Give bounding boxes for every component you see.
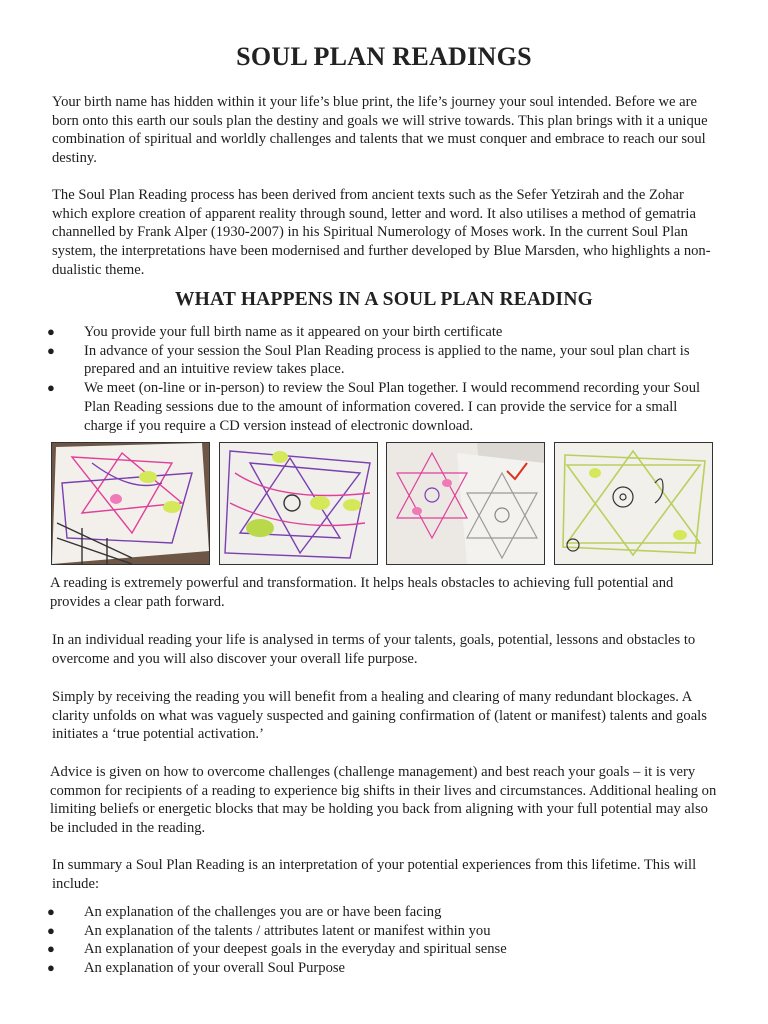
bullet-icon: ●: [47, 324, 55, 339]
intro-paragraph-2: The Soul Plan Reading process has been derived from ancient texts such as the Sefer Yetzirah and the Zohar which explore creation of apparent reality through sound, letter and word. It also utilises a method of gematria channelled by Frank Alper (1930-2007) in his Spiritual Numerology of Moses work. In the current Soul Plan system, the interpretations have been modernised and further developed by Blue Marsden, who highlights a non-dualistic theme.: [52, 187, 711, 278]
list-item: [0, 903, 768, 922]
soul-plan-chart-photo-3: [386, 442, 545, 565]
body-paragraph-5: In summary a Soul Plan Reading is an interpretation of your potential experiences from this lifetime. This will include:: [52, 857, 697, 892]
list-item-text: An explanation of your deepest goals in the everyday and spiritual sense: [84, 941, 507, 958]
list-item: [0, 342, 768, 379]
body-paragraph-2: In an individual reading your life is analysed in terms of your talents, goals, potential, lessons and obstacles to overcome and you will also discover your overall life purpose.: [52, 632, 696, 667]
soul-plan-chart-photo-4: [554, 442, 713, 565]
bullet-icon: ●: [47, 941, 55, 957]
soul-plan-chart-photo-2: [219, 442, 378, 565]
body-paragraph-3: Simply by receiving the reading you will benefit from a healing and clearing of many redundant blockages. A clarity unfolds on what was vaguely suspected and gaining confirmation of (latent or manifest) talents and goals initiates a ‘true potential activation.’: [52, 689, 707, 743]
soul-plan-photo-strip: [51, 442, 713, 565]
bullet-icon: ●: [47, 342, 55, 358]
body-paragraph-1: A reading is extremely powerful and transformation. It helps heals obstacles to achieving full potential and provides a clear path forward.: [50, 575, 674, 610]
process-bullet-list: [0, 323, 768, 435]
list-item: [0, 922, 768, 941]
list-item: [0, 323, 768, 342]
bullet-icon: ●: [47, 960, 55, 976]
bullet-icon: ●: [47, 904, 55, 919]
bullet-icon: ●: [47, 380, 55, 396]
list-item-text: An explanation of the challenges you are or have been facing: [84, 904, 442, 920]
page-title: SOUL PLAN READINGS: [236, 42, 532, 71]
list-item-text: You provide your full birth name as it appeared on your birth certificate: [84, 324, 503, 340]
list-item-text: In advance of your session the Soul Plan Reading process is applied to the name, your soul plan chart is prepared and an intuitive review takes place.: [84, 342, 690, 378]
list-item-text: An explanation of the talents / attributes latent or manifest within you: [84, 922, 491, 939]
summary-bullet-list: [0, 903, 768, 978]
intro-paragraph-1: Your birth name has hidden within it your life’s blue print, the life’s journey your soul intended. Before we are born onto this earth our souls plan the destiny and goals we will strive towards. This plan brings with it a unique combination of spiritual and worldly challenges and talents that we must conquer and embrace to reach our soul destiny.: [52, 94, 708, 167]
list-item-text: We meet (on-line or in-person) to review the Soul Plan together. I would recommend recording your Soul Plan Reading sessions due to the amount of information covered. I can provide the service for a small charge if you require a CD version instead of electronic download.: [84, 380, 701, 434]
bullet-icon: ●: [47, 922, 55, 938]
body-paragraph-4: Advice is given on how to overcome challenges (challenge management) and best reach your goals – it is very common for recipients of a reading to experience big shifts in their lives and circumstances. Additional healing on limiting beliefs or energetic blocks that may be holding you back from aligning with your full potential may also be included in the reading.: [50, 764, 717, 837]
section-heading: WHAT HAPPENS IN A SOUL PLAN READING: [174, 289, 593, 310]
list-item: [0, 379, 768, 435]
list-item-text: An explanation of your overall Soul Purpose: [84, 960, 346, 977]
soul-plan-chart-photo-1: [51, 442, 210, 565]
list-item: [0, 959, 768, 978]
list-item: [0, 940, 768, 959]
